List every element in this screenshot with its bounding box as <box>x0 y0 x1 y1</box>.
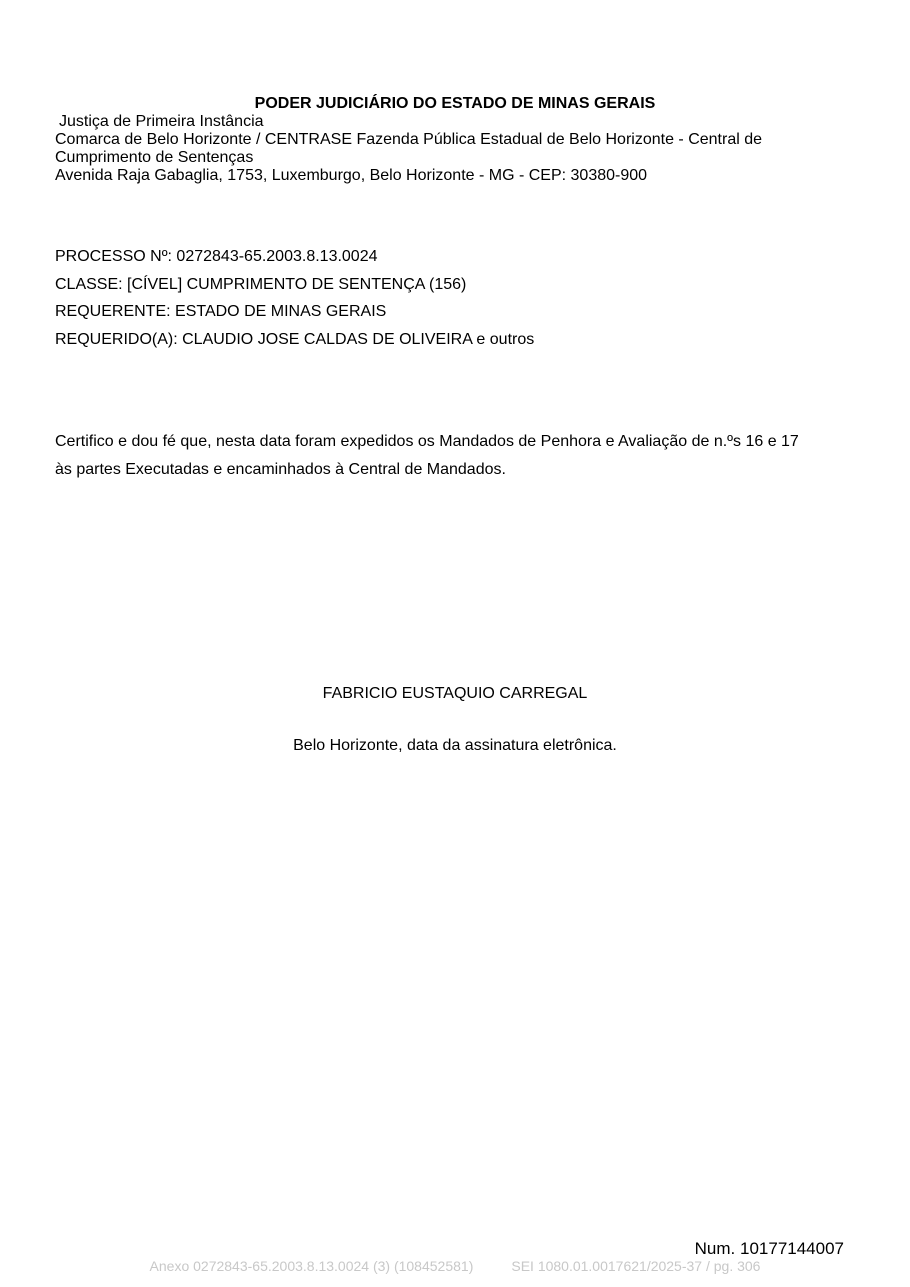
process-requested: REQUERIDO(A): CLAUDIO JOSE CALDAS DE OLIVEIRA e outros <box>55 330 535 348</box>
certification-line-2: às partes Executadas e encaminhados à Central de Mandados. <box>55 461 506 478</box>
signer-name: FABRICIO EUSTAQUIO CARREGAL <box>322 685 588 702</box>
court-line-1: Comarca de Belo Horizonte / CENTRASE Fazenda Pública Estadual de Belo Horizonte - Central de <box>55 131 763 148</box>
process-info <box>55 246 855 356</box>
court-line-2: Cumprimento de Sentenças <box>55 149 254 166</box>
place-date: Belo Horizonte, data da assinatura eletrônica. <box>293 737 617 754</box>
process-requester: REQUERENTE: ESTADO DE MINAS GERAIS <box>55 303 387 320</box>
certification-text <box>55 428 855 484</box>
certification-line-1: Certifico e dou fé que, nesta data foram expedidos os Mandados de Penhora e Avaliação de n.ºs 16 e 17 <box>55 433 799 450</box>
document-number: Num. 10177144007 <box>694 1239 844 1258</box>
process-number: PROCESSO Nº: 0272843-65.2003.8.13.0024 <box>55 248 378 265</box>
process-class: CLASSE: [CÍVEL] CUMPRIMENTO DE SENTENÇA (156) <box>55 275 467 293</box>
court-title: PODER JUDICIÁRIO DO ESTADO DE MINAS GERAIS <box>254 95 656 112</box>
instance-line: Justiça de Primeira Instância <box>59 113 264 130</box>
sei-reference: SEI 1080.01.0017621/2025-37 / pg. 306 <box>511 1258 761 1274</box>
court-address: Avenida Raja Gabaglia, 1753, Luxemburgo, Belo Horizonte - MG - CEP: 30380-900 <box>55 167 648 184</box>
footer-stamp <box>0 1257 910 1275</box>
annex-reference: Anexo 0272843-65.2003.8.13.0024 (3) (108452581) <box>149 1258 474 1274</box>
court-header <box>55 113 855 185</box>
